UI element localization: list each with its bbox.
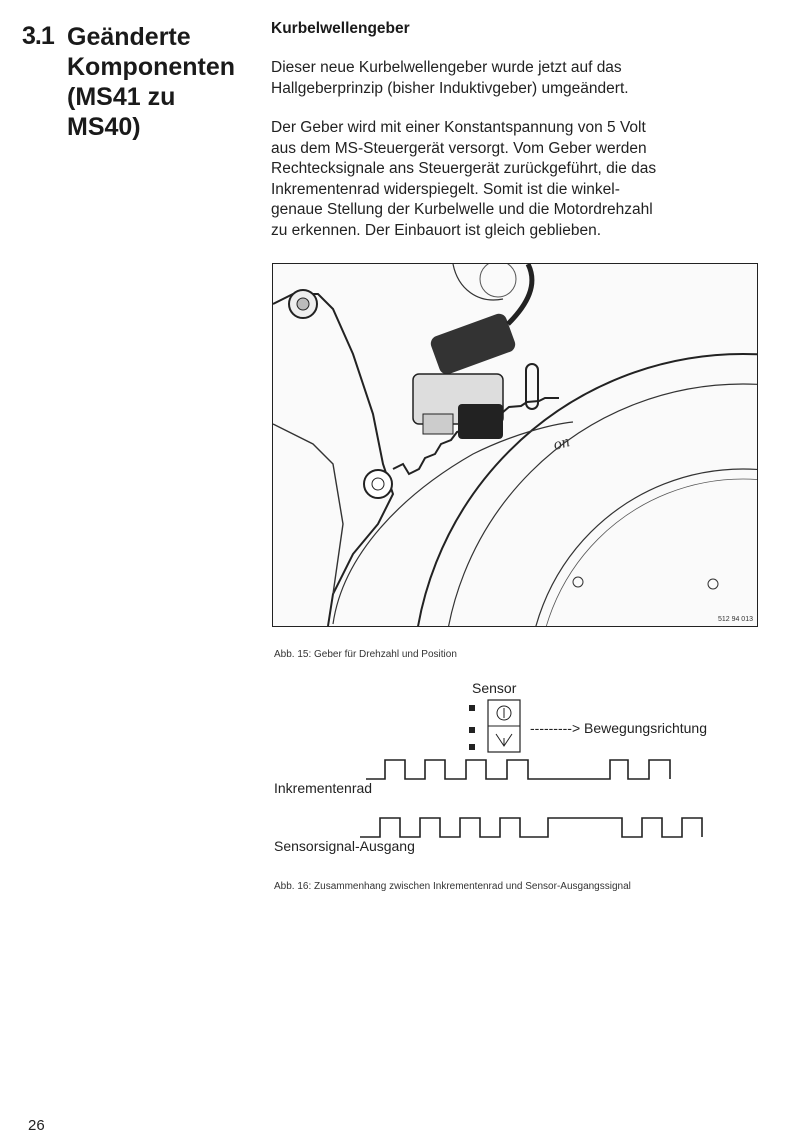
page-number: 26	[28, 1117, 45, 1134]
paragraph-line: Inkrementenrad widerspiegelt. Somit ist die winkel-	[271, 180, 620, 198]
paragraph-line: aus dem MS-Steuergerät versorgt. Vom Geber werden	[271, 139, 647, 157]
signal-diagram	[270, 676, 770, 866]
paragraph-description	[271, 118, 751, 241]
figure-caption: Abb. 15: Geber für Drehzahl und Position	[274, 649, 457, 660]
paragraph-line: Rechtecksignale ans Steuergerät zurückgeführt, die das	[271, 160, 657, 177]
section-title-line: Geänderte	[67, 23, 191, 51]
paragraph-line: genaue Stellung der Kurbelwelle und die Motordrehzahl	[271, 201, 653, 218]
sensor-label: Sensor	[472, 680, 517, 696]
incremental-wheel-waveform	[366, 760, 670, 779]
section-title-line: Komponenten	[67, 53, 236, 81]
incremental-wheel-label: Inkrementenrad	[274, 780, 373, 796]
section-title	[67, 22, 257, 142]
sensor-output-waveform	[360, 818, 702, 837]
paragraph-line: Der Geber wird mit einer Konstantspannung von 5 Volt	[271, 119, 646, 136]
sensor-drawing-svg	[273, 264, 757, 626]
subheading: Kurbelwellengeber	[271, 20, 410, 37]
section-title-line: (MS41 zu	[67, 83, 176, 111]
direction-label: ---------> Bewegungsrichtung	[530, 720, 707, 736]
figure-code: 512 94 013	[717, 616, 753, 623]
section-number: 3.1	[22, 22, 54, 50]
svg-text:on: on	[551, 433, 572, 454]
paragraph-line: Dieser neue Kurbelwellengeber wurde jetzt auf das	[271, 59, 622, 76]
sensor-drawing	[272, 263, 758, 627]
paragraph-line: zu erkennen. Der Einbauort ist gleich geblieben.	[271, 221, 602, 239]
sensor-output-label: Sensorsignal-Ausgang	[274, 838, 415, 854]
paragraph-line: Hallgeberprinzip (bisher Induktivgeber) umgeändert.	[271, 79, 629, 97]
paragraph-intro	[271, 58, 751, 99]
section-title-line: MS40)	[67, 113, 141, 141]
diagram-caption: Abb. 16: Zusammenhang zwischen Inkrementenrad und Sensor-Ausgangssignal	[274, 881, 631, 892]
